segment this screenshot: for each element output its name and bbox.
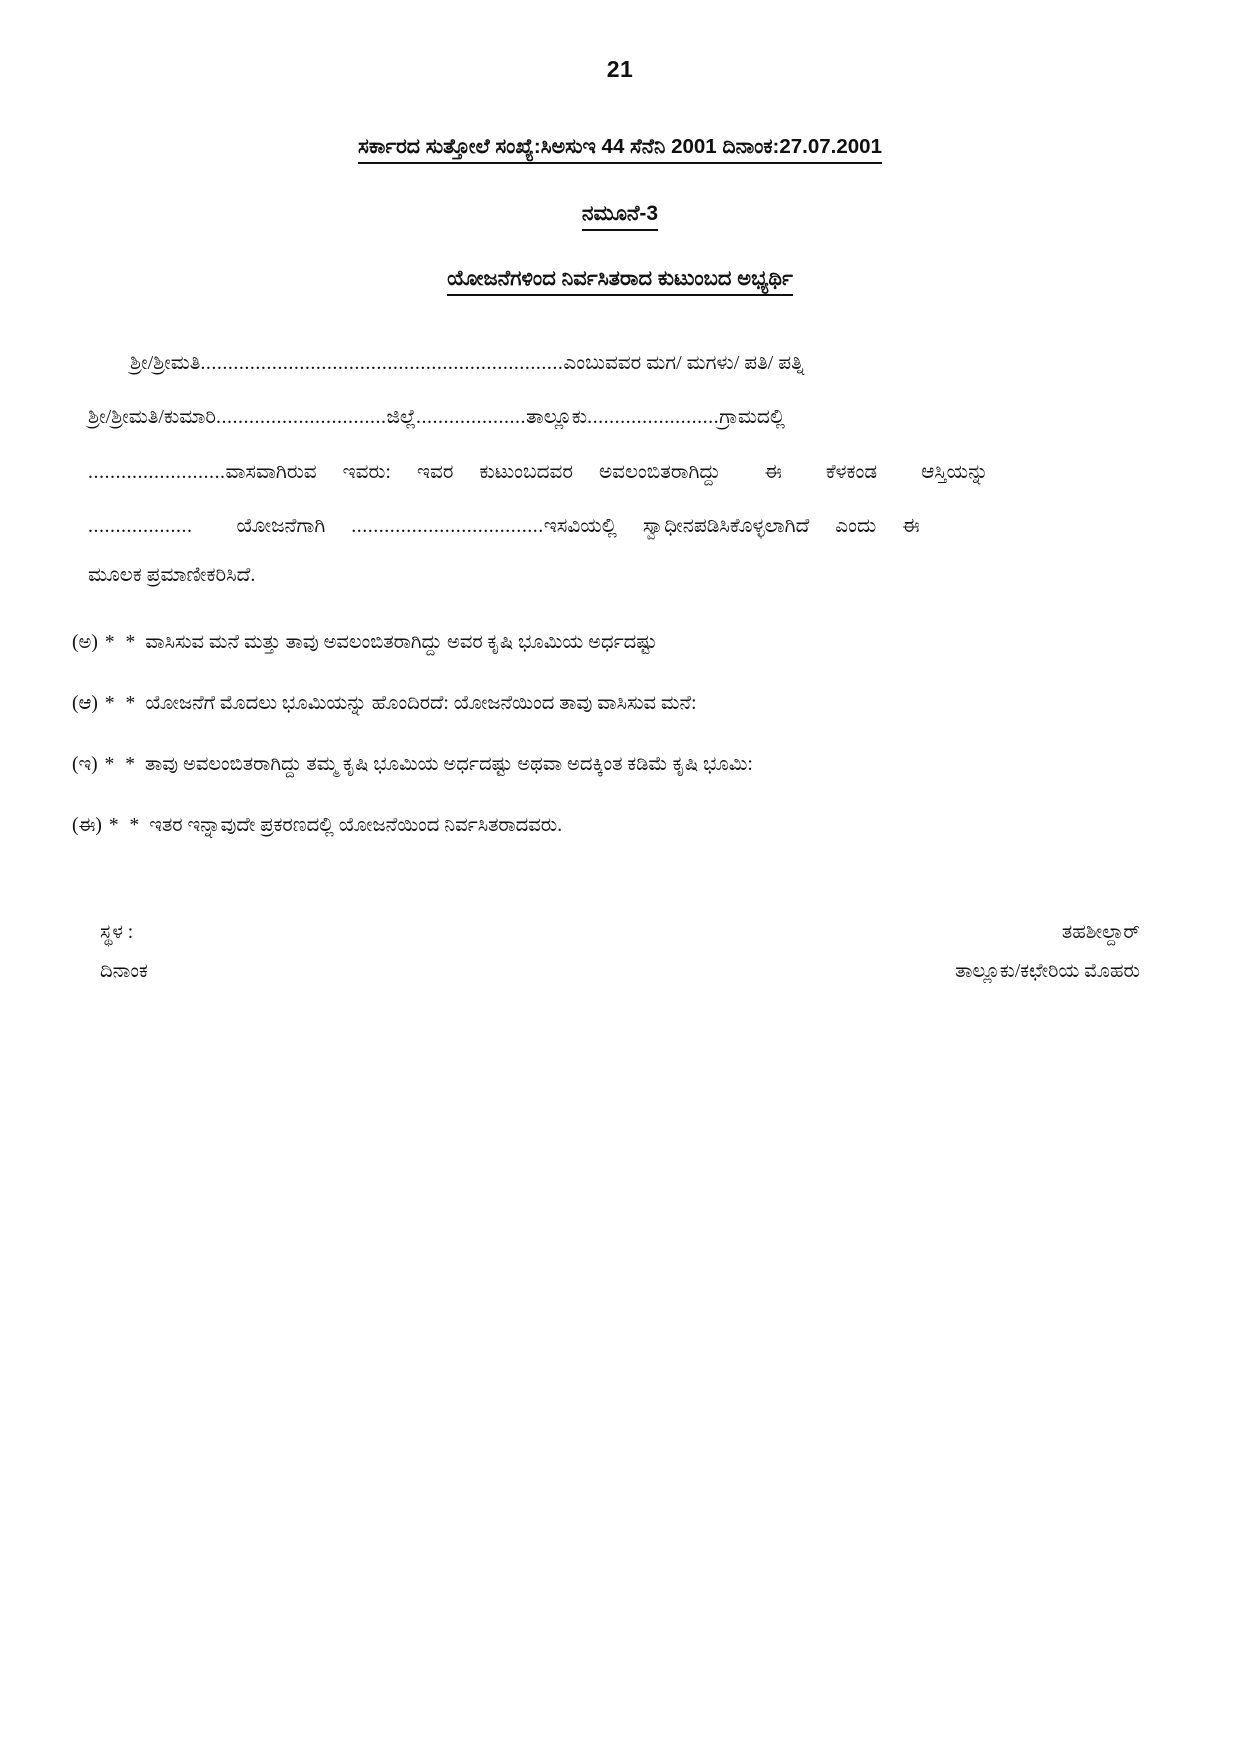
scheme-label: ಯೋಜನೆಗಾಗಿ (236, 515, 326, 538)
clause-item-a (72, 631, 1168, 654)
document-subtitle-text: ಯೋಜನೆಗಳಿಂದ ನಿರ್ವಸಿತರಾದ ಕುಟುಂಬದ ಅಭ್ಯರ್ಥಿ (447, 267, 793, 296)
body-line-4 (88, 499, 1152, 553)
residence-word-2: ಇವರು: (342, 460, 391, 483)
clause-item-aa (72, 692, 1168, 715)
district-fill: .................... (416, 406, 527, 429)
clause-stars-a: * * (104, 631, 139, 653)
circular-reference-line (0, 135, 1240, 164)
district-label: ಜಿಲ್ಲೆ (386, 406, 417, 429)
signature-block (0, 913, 1240, 1023)
residence-word-6: ಈ (764, 460, 782, 483)
residence-word-8: ಆಸ್ತಿಯನ್ನು (921, 460, 989, 483)
body-line-5: ಮೂಲಕ ಪ್ರಮಾಣೀಕರಿಸಿದೆ. (88, 563, 256, 586)
clause-item-ii (72, 814, 1168, 837)
form-id-line (0, 202, 1240, 231)
year-label: ಇಸವಿಯಲ್ಲಿ (543, 515, 617, 538)
clause-list (72, 631, 1168, 837)
scheme-fill-2: ................................... (351, 515, 544, 538)
residence-word-4: ಕುಟುಂಬದವರ (479, 460, 573, 483)
residence-fill: ......................... (88, 460, 226, 483)
signature-right (955, 913, 1140, 991)
clause-text-a: ವಾಸಿಸುವ ಮನೆ ಮತ್ತು ತಾವು ಅವಲಂಬಿತರಾಗಿದ್ದು ಅವರ ಕೃಷಿ ಭೂಮಿಯ ಅರ್ಧದಷ್ಟು (145, 631, 658, 653)
residence-label: ವಾಸವಾಗಿರುವ (225, 460, 317, 483)
clause-marker-aa: (ಆ) (72, 692, 98, 714)
residence-word-3: ಇವರ (416, 460, 454, 483)
name-fill-2: ............................... (215, 406, 387, 429)
form-id-text: ನಮೂನೆ-3 (582, 202, 658, 231)
page-number: 21 (606, 56, 634, 82)
body-line-1 (88, 336, 1152, 390)
clause-stars-ii: * * (108, 814, 143, 836)
circular-reference-text: ಸರ್ಕಾರದ ಸುತ್ತೋಲೆ ಸಂಖ್ಯೆ:ಸಿಅಸುಇ 44 ಸೆನೆನಿ 2001 ದಿನಾಂಕ:27.07.2001 (358, 135, 882, 164)
scheme-fill-1: ................... (88, 515, 193, 538)
acquired-word-4: ಎಂದು (835, 515, 877, 538)
residence-word-7: ಕೆಳಕಂಡ (825, 460, 878, 483)
office-seal-label: ತಾಲ್ಲೂಕು/ಕಛೇರಿಯ ಮೊಹರು (955, 960, 1140, 982)
acquired-label: ಸ್ವಾಧೀನಪಡಿಸಿಕೊಳ್ಳಲಾಗಿದೆ (642, 515, 810, 538)
body-line-2 (88, 390, 1152, 444)
clause-text-aa: ಯೋಜನೆಗೆ ಮೊದಲು ಭೂಮಿಯನ್ನು ಹೊಂದಿರದೆ: ಯೋಜನೆಯಿಂದ ತಾವು ವಾಸಿಸುವ ಮನೆ: (145, 692, 697, 714)
clause-stars-aa: * * (104, 692, 139, 714)
village-label: ಗ್ರಾಮದಲ್ಲಿ (719, 406, 785, 429)
clause-marker-i: (ಇ) (72, 753, 98, 775)
signature-left (100, 913, 148, 991)
clause-text-ii: ಇತರ ಇನ್ನಾವುದೇ ಪ್ರಕರಣದಲ್ಲಿ ಯೋಜನೆಯಿಂದ ನಿರ್ವಸಿತರಾದವರು. (149, 814, 563, 836)
relation-text: ಎಂಬುವವರ ಮಗ/ ಮಗಳು/ ಪತಿ/ ಪತ್ನಿ (563, 352, 805, 374)
tahsildar-label: ತಹಶೀಲ್ದಾರ್ (1061, 921, 1140, 943)
clause-item-i (72, 753, 1168, 776)
clause-marker-ii: (ಈ) (72, 814, 102, 836)
name-fill-1: .................................................................. (200, 352, 564, 374)
body-line-3 (88, 445, 1152, 499)
residence-word-5: ಅವಲಂಬಿತರಾಗಿದ್ದು (598, 460, 721, 483)
body-paragraph (88, 336, 1152, 554)
clause-text-i: ತಾವು ಅವಲಂಬಿತರಾಗಿದ್ದು ತಮ್ಮ ಕೃಷಿ ಭೂಮಿಯ ಅರ್ಧದಷ್ಟು ಅಥವಾ ಅದಕ್ಕಿಂತ ಕಡಿಮೆ ಕೃಷಿ ಭೂಮಿ: (145, 753, 753, 775)
clause-stars-i: * * (104, 753, 139, 775)
taluk-fill: ........................ (587, 406, 720, 429)
document-subtitle-line (0, 267, 1240, 296)
acquired-word-5: ಈ (902, 515, 920, 538)
name-label-1: ಶ್ರೀ/ಶ್ರೀಮತಿ (130, 352, 201, 374)
taluk-label: ತಾಲ್ಲೂಕು (526, 406, 588, 429)
date-label: ದಿನಾಂಕ (100, 960, 148, 982)
name-label-2: ಶ್ರೀ/ಶ್ರೀಮತಿ/ಕುಮಾರಿ (88, 406, 216, 429)
place-label: ಸ್ಥಳ : (100, 921, 134, 943)
clause-marker-a: (ಅ) (72, 631, 98, 653)
